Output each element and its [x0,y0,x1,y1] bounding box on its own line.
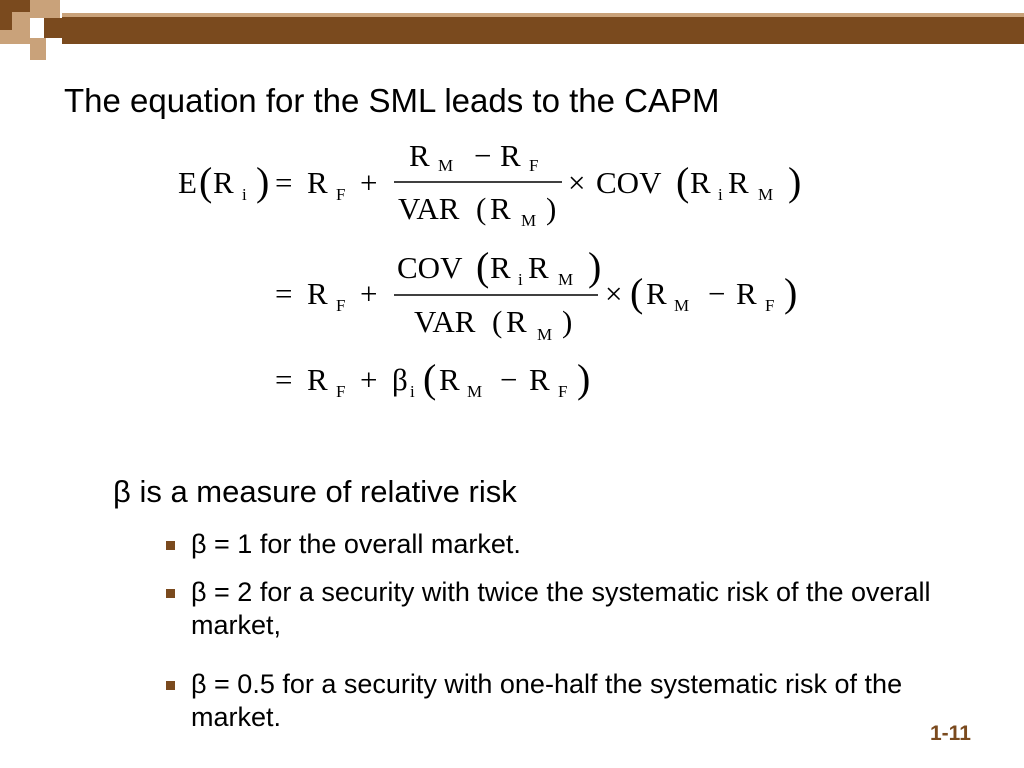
eq-text: R [439,362,460,397]
eq-text: R [690,165,711,200]
eq-text: F [765,296,775,315]
eq-text: R [736,276,757,311]
eq-text: R [528,250,549,285]
eq-text: R [500,138,521,173]
eq-text: ) [562,304,573,339]
eq-text: M [758,185,774,204]
eq-text: M [521,211,537,230]
eq-text: i [410,382,415,401]
eq-text: M [674,296,690,315]
eq-text: R [490,191,511,226]
eq-text: ( [676,159,690,204]
eq-text: M [537,325,553,344]
slide-title: The equation for the SML leads to the CAPM [64,82,720,119]
eq-text: × [568,165,586,200]
eq-text: = [275,276,293,311]
eq-text: R [409,138,430,173]
eq-text: COV [596,165,662,200]
eq-text: ( [492,304,503,339]
eq-text: M [558,270,574,289]
eq-text: + [360,362,378,397]
eq-text: F [558,382,568,401]
eq-text: − [500,362,518,397]
eq-text: R [307,276,328,311]
eq-text: = [275,165,293,200]
eq-text: ) [788,159,802,204]
eq-text: ( [199,159,213,204]
eq-text: ) [784,270,798,315]
eq-text: − [708,276,726,311]
eq-text: ) [577,356,591,401]
eq-text: R [646,276,667,311]
eq-text: i [242,185,247,204]
eq-text: F [529,156,539,175]
eq-text: F [336,296,346,315]
eq-text: ) [588,244,602,289]
eq-text: i [718,185,723,204]
bullet-main: β is a measure of relative risk [113,474,517,509]
eq-text: F [336,382,346,401]
eq-text: R [213,165,234,200]
eq-text: COV [397,250,463,285]
eq-text: R [307,362,328,397]
eq-text: VAR [414,304,476,339]
equation-line-1 [178,138,801,230]
sub-bullet: β = 0.5 for a security with one-half the systematic risk of the market. [191,669,903,732]
equation-line-3 [275,356,590,401]
eq-text: R [728,165,749,200]
eq-text: × [605,276,623,311]
eq-text: i [518,270,523,289]
eq-text: M [467,382,483,401]
bullet-square-icon [166,681,175,690]
eq-text: R [490,250,511,285]
bullet-square-icon [166,589,175,598]
eq-text: + [360,165,378,200]
eq-text: R [529,362,550,397]
eq-text: R [506,304,527,339]
eq-text: R [307,165,328,200]
eq-text: ( [423,356,437,401]
eq-text: − [474,138,492,173]
eq-text: E [178,165,197,200]
eq-text: ) [256,159,270,204]
eq-text: ) [546,191,557,226]
sub-bullet: β = 2 for a security with twice the systematic risk of the overall market, [191,577,931,640]
eq-text: ( [630,270,644,315]
equation-line-2 [275,244,797,344]
eq-text: = [275,362,293,397]
eq-text: ( [476,191,487,226]
bullet-square-icon [166,541,175,550]
eq-text: F [336,185,346,204]
eq-text: M [438,156,454,175]
eq-text: VAR [398,191,460,226]
page-number: 1-11 [930,722,971,745]
sub-bullet: β = 1 for the overall market. [191,529,521,559]
eq-text: ( [476,244,490,289]
eq-text: β [392,362,408,397]
eq-text: + [360,276,378,311]
